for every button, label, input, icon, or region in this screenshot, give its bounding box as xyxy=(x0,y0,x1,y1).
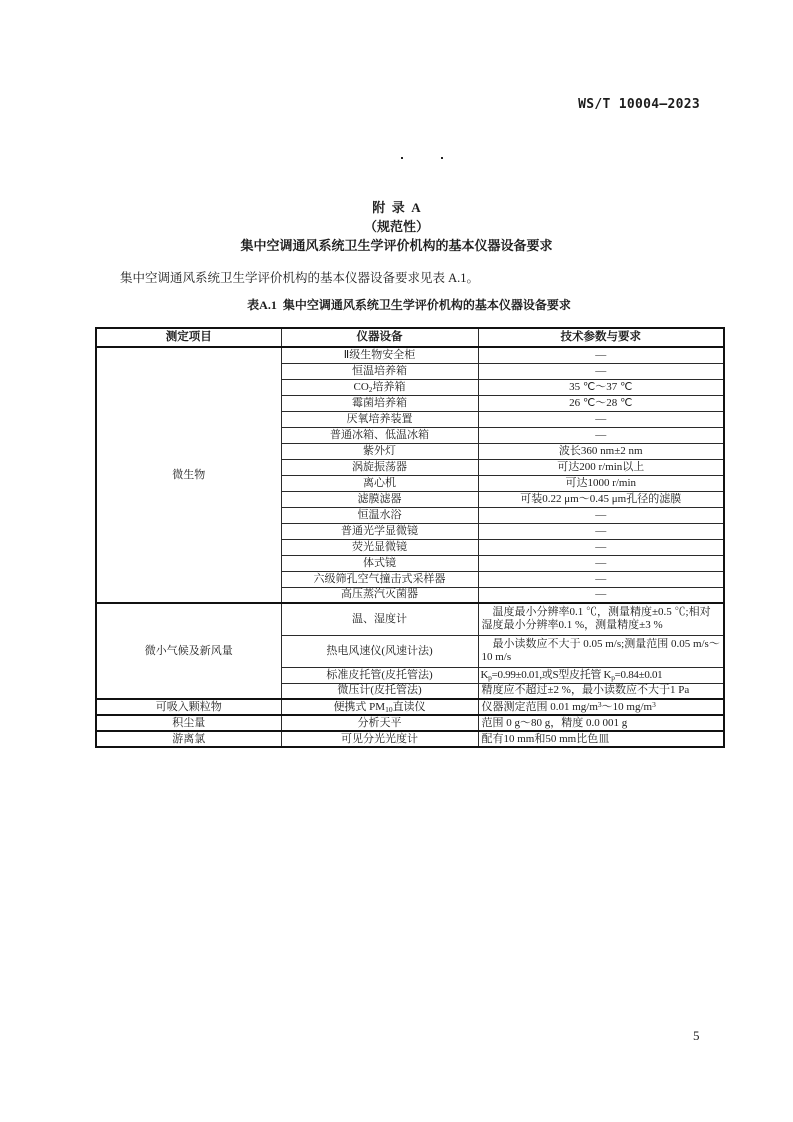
spec-cell: 仪器测定范围 0.01 $mg/m^3\sim 10$ $mg/m^3$ xyxy=(478,699,724,715)
appendix-title-block xyxy=(0,198,793,255)
device-cell: Ⅱ级生物安全柜 xyxy=(281,347,478,363)
measure-item-cell: 微小气候及新风量 xyxy=(96,603,281,699)
device-cell: 温、湿度计 xyxy=(281,603,478,635)
spec-cell: — xyxy=(478,347,724,363)
spec-cell: — xyxy=(478,411,724,427)
equipment-table-body xyxy=(96,347,724,747)
table-caption: 表A.1 集中空调通风系统卫生学评价机构的基本仪器设备要求 xyxy=(247,298,571,312)
device-cell: 厌氧培养装置 xyxy=(281,411,478,427)
appendix-title: 附 录 A xyxy=(372,200,421,215)
table-row xyxy=(96,603,724,635)
measure-item-cell: 微生物 xyxy=(96,347,281,603)
intro-paragraph: 集中空调通风系统卫生学评价机构的基本仪器设备要求见表 A.1。 xyxy=(120,271,480,285)
spec-cell: 最小读数应不大于 0.05 m/s;测量范围 0.05 m/s～10 m/s xyxy=(478,635,724,667)
spec-cell: — xyxy=(478,507,724,523)
device-cell: 高压蒸汽灭菌器 xyxy=(281,587,478,603)
device-cell: 热电风速仪(风速计法) xyxy=(281,635,478,667)
spec-cell: — xyxy=(478,523,724,539)
spec-cell: 精度应不超过±2 %，最小读数应不大于1 Pa xyxy=(478,683,724,699)
spec-cell: — xyxy=(478,427,724,443)
scan-artifact-dot xyxy=(441,157,443,159)
device-cell: 微压计(皮托管法) xyxy=(281,683,478,699)
spec-cell: 可达200 r/min以上 xyxy=(478,459,724,475)
device-cell: 涡旋振荡器 xyxy=(281,459,478,475)
device-cell: 可见分光光度计 xyxy=(281,731,478,747)
spec-cell: — xyxy=(478,587,724,603)
spec-cell: 温度最小分辨率0.1 ℃，测量精度±0.5 ℃;相对湿度最小分辨率0.1 %，测量精度±3 % xyxy=(478,603,724,635)
spec-cell: — xyxy=(478,363,724,379)
table-row xyxy=(96,731,724,747)
device-cell: 紫外灯 xyxy=(281,443,478,459)
device-cell: 六级筛孔空气撞击式采样器 xyxy=(281,571,478,587)
table-row xyxy=(96,715,724,731)
page-number: 5 xyxy=(693,1028,700,1043)
spec-cell: — xyxy=(478,539,724,555)
spec-cell: 26 ℃～28 ℃ xyxy=(478,395,724,411)
device-cell: $CO_2$培养箱 xyxy=(281,379,478,395)
table-row xyxy=(96,699,724,715)
header-measure-item: 测定项目 xyxy=(96,328,281,347)
device-cell: 普通光学显微镜 xyxy=(281,523,478,539)
device-cell: 体式镜 xyxy=(281,555,478,571)
device-cell: 滤膜滤器 xyxy=(281,491,478,507)
device-cell: 恒温培养箱 xyxy=(281,363,478,379)
device-cell: 荧光显微镜 xyxy=(281,539,478,555)
spec-cell: $K_p=0.99\pm 0.01$,或S型皮托管 $K_p=0.84\pm 0.01$ xyxy=(478,667,724,683)
measure-item-cell: 游离氯 xyxy=(96,731,281,747)
table-header-row xyxy=(96,328,724,347)
device-cell: 便携式 $PM_{10}$直读仪 xyxy=(281,699,478,715)
scan-artifact-dot xyxy=(401,157,403,159)
device-cell: 恒温水浴 xyxy=(281,507,478,523)
spec-cell: — xyxy=(478,571,724,587)
spec-cell: 范围 0 g～80 g，精度 0.0 001 g xyxy=(478,715,724,731)
spec-cell: 波长360 nm±2 nm xyxy=(478,443,724,459)
spec-cell: 可达1000 r/min xyxy=(478,475,724,491)
measure-item-cell: 积尘量 xyxy=(96,715,281,731)
spec-cell: 配有10 mm和50 mm比色皿 xyxy=(478,731,724,747)
table-row xyxy=(96,347,724,363)
spec-cell: 35 ℃～37 ℃ xyxy=(478,379,724,395)
spec-cell: — xyxy=(478,555,724,571)
header-spec: 技术参数与要求 xyxy=(478,328,724,347)
appendix-normative-label: （规范性） xyxy=(363,219,429,234)
doc-number: WS/T 10004—2023 xyxy=(578,97,700,112)
device-cell: 离心机 xyxy=(281,475,478,491)
measure-item-cell: 可吸入颗粒物 xyxy=(96,699,281,715)
appendix-subtitle: 集中空调通风系统卫生学评价机构的基本仪器设备要求 xyxy=(240,238,553,253)
device-cell: 普通冰箱、低温冰箱 xyxy=(281,427,478,443)
device-cell: 分析天平 xyxy=(281,715,478,731)
equipment-table xyxy=(95,327,725,748)
header-device: 仪器设备 xyxy=(281,328,478,347)
spec-cell: 可装0.22 μm～0.45 μm孔径的滤膜 xyxy=(478,491,724,507)
device-cell: 霉菌培养箱 xyxy=(281,395,478,411)
device-cell: 标准皮托管(皮托管法) xyxy=(281,667,478,683)
